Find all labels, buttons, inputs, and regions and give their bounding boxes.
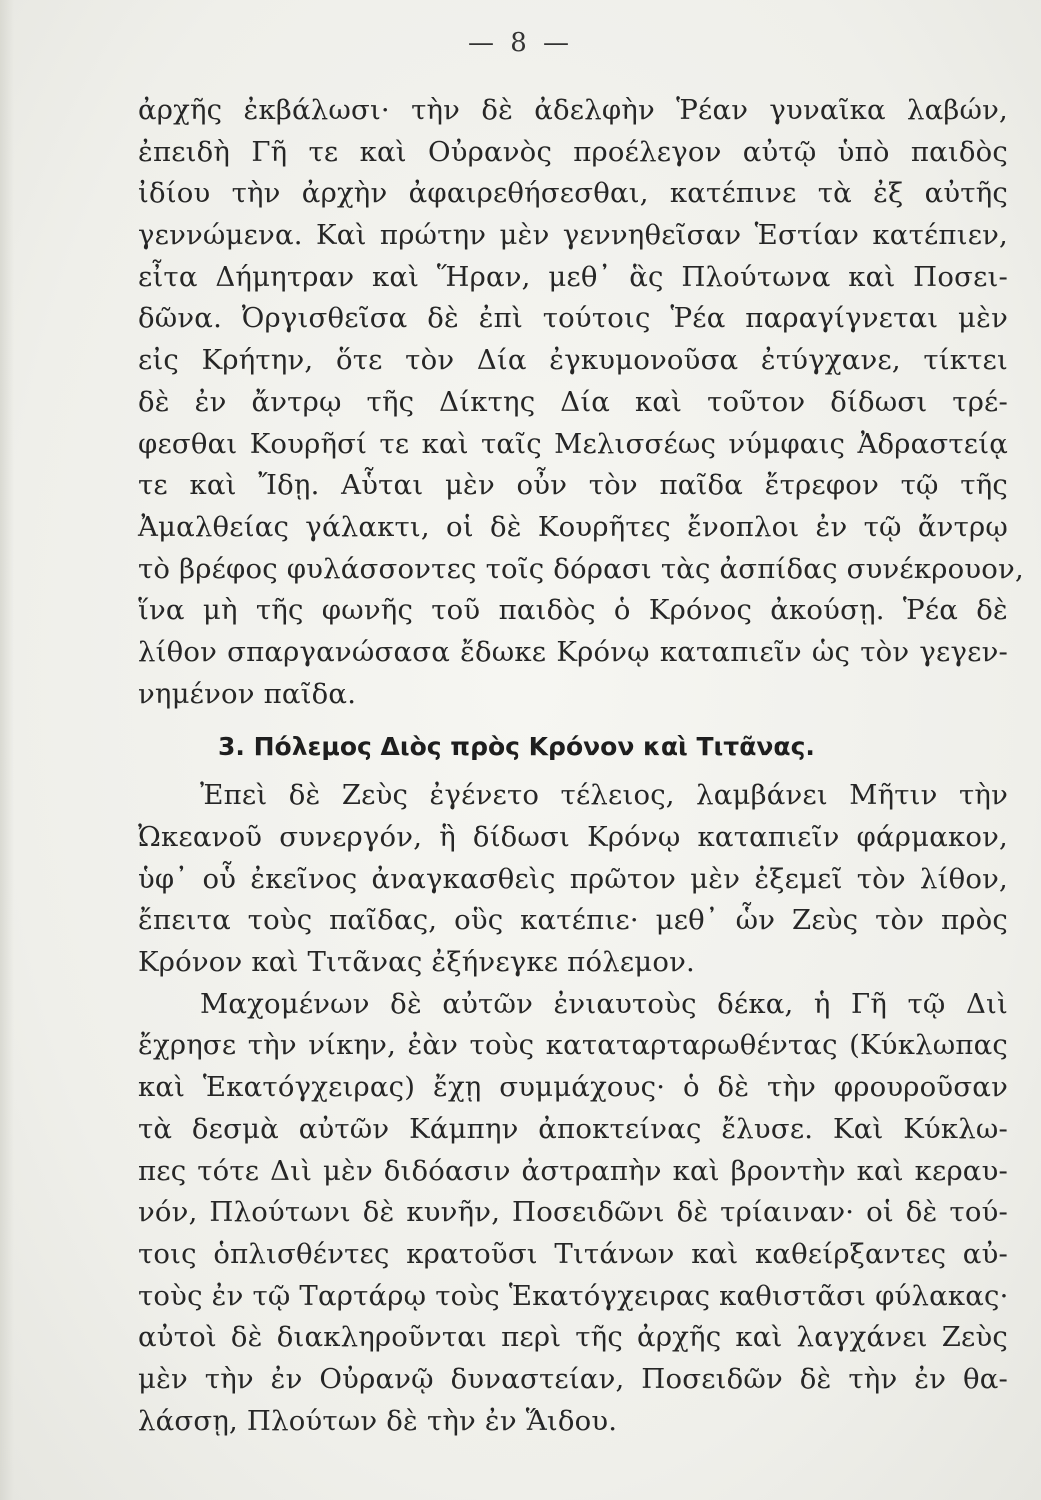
paragraph-2 [138, 775, 1008, 983]
text-line: Ὠκεανοῦ συνεργόν, ἣ δίδωσι Κρόνῳ καταπιεῖν φάρμακον, [138, 821, 1008, 853]
text-line: ἀρχῆς ἐκβάλωσι· τὴν δὲ ἀδελφὴν Ῥέαν γυναῖκα λαβών, [138, 94, 1008, 126]
text-line: δῶνα. Ὀργισθεῖσα δὲ ἐπὶ τούτοις Ῥέα παραγίγνεται μὲν [138, 302, 1008, 335]
body-text [138, 90, 1024, 1442]
text-line: νόν, Πλούτωνι δὲ κυνῆν, Ποσειδῶνι δὲ τρίαιναν· οἱ δὲ τού- [138, 1196, 1008, 1229]
text-line: ἵνα μὴ τῆς φωνῆς τοῦ παιδὸς ὁ Κρόνος ἀκούσῃ. Ῥέα δὲ [138, 594, 1008, 627]
section-heading: 3. Πόλεμος Διὸς πρὸς Κρόνον καὶ Τιτᾶνας. [218, 732, 815, 762]
text-line: τὰ δεσμὰ αὐτῶν Κάμπην ἀποκτείνας ἔλυσε. Καὶ Κύκλω- [138, 1112, 1008, 1145]
text-line: καὶ Ἑκατόγχειρας) ἔχῃ συμμάχους· ὁ δὲ τὴν φρουροῦσαν [138, 1071, 1008, 1104]
text-line: φεσθαι Κουρῆσί τε καὶ ταῖς Μελισσέως νύμφαις Ἀδραστείᾳ [138, 427, 1008, 460]
text-line: Μαχομένων δὲ αὐτῶν ἐνιαυτοὺς δέκα, ἡ Γῆ τῷ Διὶ [200, 987, 1008, 1020]
page-number: — 8 — [467, 28, 574, 58]
text-line: γεννώμενα. Καὶ πρώτην μὲν γεννηθεῖσαν Ἑστίαν κατέπιεν, [138, 219, 1008, 252]
text-line: λίθον σπαργανώσασα ἔδωκε Κρόνῳ καταπιεῖν ὡς τὸν γεγεν- [138, 635, 1008, 668]
text-line: ὑφ᾿ οὗ ἐκεῖνος ἀναγκασθεὶς πρῶτον μὲν ἐξεμεῖ τὸν λίθον, [138, 862, 1008, 895]
paragraph-1 [138, 90, 1024, 715]
text-line: πες τότε Διὶ μὲν διδόασιν ἀστραπὴν καὶ βροντὴν καὶ κεραυ- [138, 1154, 1008, 1187]
text-line: εἶτα Δήμητραν καὶ Ἥραν, μεθ᾿ ἃς Πλούτωνα καὶ Ποσει- [138, 260, 1008, 293]
text-line: ἐπειδὴ Γῆ τε καὶ Οὐρανὸς προέλεγον αὐτῷ ὑπὸ παιδὸς [138, 135, 1008, 168]
text-line: ἔπειτα τοὺς παῖδας, οὓς κατέπιε· μεθ᾿ ὧν Ζεὺς τὸν πρὸς [138, 904, 1008, 937]
text-line: δὲ ἐν ἄντρῳ τῆς Δίκτης Δία καὶ τοῦτον δίδωσι τρέ- [138, 385, 1008, 418]
text-line: αὐτοὶ δὲ διακληροῦνται περὶ τῆς ἀρχῆς καὶ λαγχάνει Ζεὺς [138, 1321, 1008, 1354]
text-line: λάσσῃ, Πλούτων δὲ τὴν ἐν Ἅιδου. [138, 1404, 618, 1437]
text-line: ἔχρησε τὴν νίκην, ἐὰν τοὺς καταταρταρωθέντας (Κύκλωπας [138, 1029, 1008, 1062]
text-line: ἰδίου τὴν ἀρχὴν ἀφαιρεθήσεσθαι, κατέπινε τὰ ἐξ αὐτῆς [138, 177, 1008, 210]
text-line: μὲν τὴν ἐν Οὐρανῷ δυναστείαν, Ποσειδῶν δὲ τὴν ἐν θα- [138, 1362, 1008, 1395]
text-line: τοὺς ἐν τῷ Ταρτάρῳ τοὺς Ἑκατόγχειρας καθιστᾶσι φύλακας· [138, 1279, 1009, 1312]
text-line: εἰς Κρήτην, ὅτε τὸν Δία ἐγκυμονοῦσα ἐτύγχανε, τίκτει [138, 344, 1008, 377]
text-line: νημένον παῖδα. [138, 677, 357, 710]
text-line: Κρόνον καὶ Τιτᾶνας ἐξήνεγκε πόλεμον. [138, 946, 695, 979]
text-line: τε καὶ Ἴδῃ. Αὗται μὲν οὖν τὸν παῖδα ἔτρεφον τῷ τῆς [138, 469, 1008, 502]
text-line: τοις ὁπλισθέντες κρατοῦσι Τιτάνων καὶ καθείρξαντες αὐ- [138, 1237, 1008, 1270]
text-line: Ἀμαλθείας γάλακτι, οἱ δὲ Κουρῆτες ἔνοπλοι ἐν τῷ ἄντρῳ [138, 510, 1008, 543]
text-line: τὸ βρέφος φυλάσσοντες τοῖς δόρασι τὰς ἀσπίδας συνέκρουον, [138, 552, 1024, 585]
paragraph-3 [138, 984, 1008, 1443]
text-line: Ἐπεὶ δὲ Ζεὺς ἐγένετο τέλειος, λαμβάνει Μῆτιν τὴν [200, 779, 1008, 812]
